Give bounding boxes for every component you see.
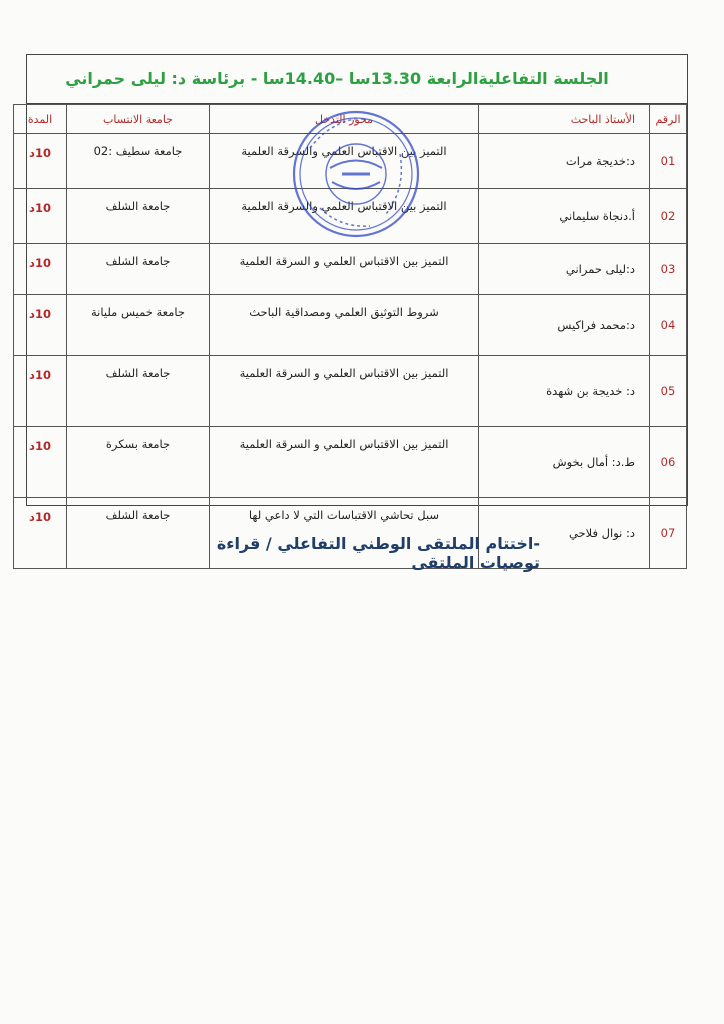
- row-topic: التميز بين الاقتباس العلمي والسرقة العلمية: [210, 189, 479, 244]
- row-number: 05: [650, 356, 687, 427]
- table-row: [14, 244, 687, 295]
- row-researcher: د:خديجة مرات: [479, 134, 650, 189]
- row-affiliation: جامعة الشلف: [67, 498, 210, 569]
- row-topic: سبل تحاشي الاقتباسات التي لا داعي لها: [210, 498, 479, 569]
- row-affiliation: جامعة الشلف: [67, 356, 210, 427]
- official-stamp-icon: [290, 108, 422, 240]
- row-topic: التميز بين الاقتباس العلمي و السرقة العلمية: [210, 356, 479, 427]
- row-duration: 10د: [14, 498, 67, 569]
- row-researcher: د: خديجة بن شهدة: [479, 356, 650, 427]
- row-number: 04: [650, 295, 687, 356]
- row-topic: التميز بين الاقتباس العلمي و السرقة العلمية: [210, 244, 479, 295]
- row-researcher: د:محمد فراكيس: [479, 295, 650, 356]
- session-title: الجلسة التفاعليةالرابعة 13.30سا –14.40سا - برئاسة د: ليلى حمراني: [27, 55, 687, 104]
- row-duration: 10د: [14, 427, 67, 498]
- row-number: 06: [650, 427, 687, 498]
- header-researcher: الأستاذ الباحث: [479, 105, 650, 134]
- row-topic: شروط التوثيق العلمي ومصداقية الباحث: [210, 295, 479, 356]
- row-number: 02: [650, 189, 687, 244]
- table-row: [14, 295, 687, 356]
- header-number: الرقم: [650, 105, 687, 134]
- row-affiliation: جامعة خميس مليانة: [67, 295, 210, 356]
- row-topic: التميز بين الاقتباس العلمي و السرقة العلمية: [210, 427, 479, 498]
- row-researcher: ط.د: أمال بخوش: [479, 427, 650, 498]
- table-row: [14, 427, 687, 498]
- row-researcher: أ.دنجاة سليماني: [479, 189, 650, 244]
- header-affiliation: جامعة الانتساب: [67, 105, 210, 134]
- header-topic: محور التدخل: [210, 105, 479, 134]
- table-row: [14, 356, 687, 427]
- row-topic: التميز بين الاقتباس العلمي والسرقة العلمية: [210, 134, 479, 189]
- row-affiliation: جامعة سطيف :02: [67, 134, 210, 189]
- row-duration: 10د: [14, 244, 67, 295]
- row-affiliation: جامعة الشلف: [67, 244, 210, 295]
- row-duration: 10د: [14, 189, 67, 244]
- row-number: 07: [650, 498, 687, 569]
- row-duration: 10د: [14, 356, 67, 427]
- closing-remark: -اختتام الملتقى الوطني التفاعلي / قراءة توصيات الملتقى: [216, 534, 540, 572]
- header-duration: المدة: [14, 105, 67, 134]
- row-researcher: د:ليلى حمراني: [479, 244, 650, 295]
- row-duration: 10د: [14, 295, 67, 356]
- row-researcher: د: نوال فلاحي: [479, 498, 650, 569]
- row-duration: 10د: [14, 134, 67, 189]
- row-affiliation: جامعة بسكرة: [67, 427, 210, 498]
- row-affiliation: جامعة الشلف: [67, 189, 210, 244]
- row-number: 01: [650, 134, 687, 189]
- row-number: 03: [650, 244, 687, 295]
